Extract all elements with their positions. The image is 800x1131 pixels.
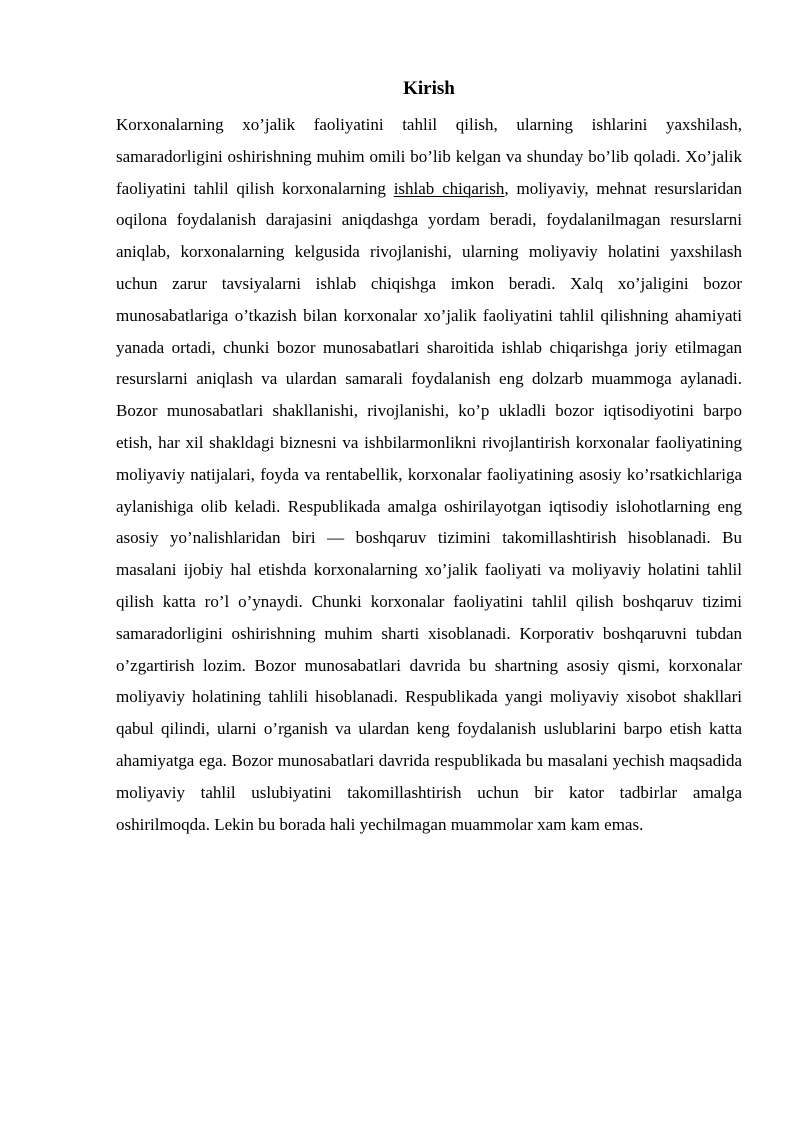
intro-paragraph — [116, 109, 742, 840]
page-title: Kirish — [403, 78, 455, 99]
ishlab-chiqarish-link[interactable]: ishlab chiqarish — [393, 178, 505, 198]
paragraph-text-rest: , moliyaviy, mehnat resurslaridan oqilona foydalanish darajasini aniqdashga yordam beradi, foydalanilmagan resurslarni aniqlab, korxonalarning kelgusida rivojlanishi, ularning moliyaviy holatini yaxshilash uchun zarur tavsiyalarni ishlab chiqishga imkon beradi. Xalq xo’jaligini bozor munosabatlariga o’tkazish bilan korxonalar xo’jalik faoliyatini tahlil qilishning ahamiyati yanada ortadi, chunki bozor munosabatlari sharoitida ishlab chiqarishga joriy etilmagan resurslarni aniqlash va ulardan samarali foydalanish eng dolzarb muammoga aylanadi. Bozor munosabatlari shakllanishi, rivojlanishi, ko’p ukladli bozor iqtisodiyotini barpo etish, har xil shakldagi biznesni va ishbilarmonlikni rivojlantirish korxonalar faoliyatining moliyaviy natijalari, foyda va rentabellik, korxonalar faoliyatining asosiy ko’rsatkichlariga aylanishiga olib keladi. Respublikada amalga oshirilayotgan iqtisodiy islohotlarning eng asosiy yo’nalishlaridan biri — boshqaruv tizimini takomillashtirish hisoblanadi. Bu masalani ijobiy hal etishda korxonalarning xo’jalik faoliyati va moliyaviy holatini tahlil qilish katta ro’l o’ynaydi. Chunki korxonalar faoliyatini tahlil qilish boshqaruv tizimi samaradorligini oshirishning muhim sharti xisoblanadi. Korporativ boshqaruvni tubdan o’zgartirish lozim. Bozor munosabatlari davrida bu shartning asosiy qismi, korxonalar moliyaviy holatining tahlili hisoblanadi. Respublikada yangi moliyaviy xisobot shakllari qabul qilindi, ularni o’rganish va ulardan keng foydalanish uslublarini barpo etish katta ahamiyatga ega. Bozor munosabatlari davrida respublikada bu masalani yechish maqsadida moliyaviy tahlil uslubiyatini takomillashtirish uchun bir kator tadbirlar amalga oshirilmoqda. Lekin bu borada hali yechilmagan muammolar xam kam emas. — [116, 178, 743, 834]
paragraph-text-start: Korxonalarning xo’jalik faoliyatini tahlil qilish, ularning ishlarini yaxshilash, samaradorligini oshirishning muhim omili bo’lib kelgan va shunday bo’lib qoladi. Xo’jalik faoliyatini tahlil qilish korxonalarning — [116, 115, 742, 198]
